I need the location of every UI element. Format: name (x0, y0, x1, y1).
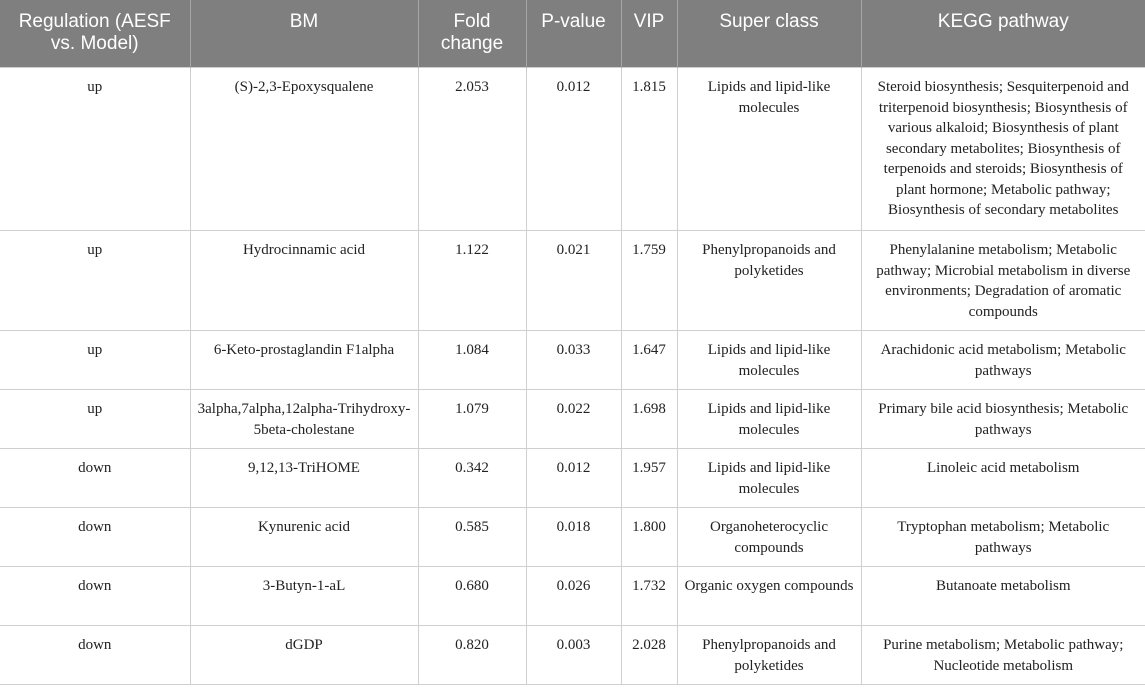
cell-bm: 6-Keto-prostaglandin F1alpha (190, 331, 418, 390)
table-row (0, 231, 1145, 331)
cell-vip: 1.647 (621, 331, 677, 390)
cell-regulation: down (0, 626, 190, 685)
table-header (0, 0, 1145, 68)
cell-fold-change: 0.585 (418, 508, 526, 567)
table-row (0, 68, 1145, 231)
cell-kegg-pathway: Butanoate metabolism (861, 567, 1145, 626)
table-row (0, 567, 1145, 626)
cell-regulation: down (0, 508, 190, 567)
cell-fold-change: 1.079 (418, 390, 526, 449)
cell-vip: 1.957 (621, 449, 677, 508)
cell-super-class: Lipids and lipid-like molecules (677, 449, 861, 508)
cell-super-class: Phenylpropanoids and polyketides (677, 231, 861, 331)
cell-bm: Hydrocinnamic acid (190, 231, 418, 331)
cell-regulation: down (0, 567, 190, 626)
cell-fold-change: 0.680 (418, 567, 526, 626)
header-vip: VIP (621, 0, 677, 68)
cell-vip: 1.800 (621, 508, 677, 567)
cell-p-value: 0.003 (526, 626, 621, 685)
header-bm: BM (190, 0, 418, 68)
cell-bm: 3-Butyn-1-aL (190, 567, 418, 626)
cell-regulation: up (0, 68, 190, 231)
table-row (0, 449, 1145, 508)
header-fold-change: Fold change (418, 0, 526, 68)
cell-p-value: 0.018 (526, 508, 621, 567)
cell-kegg-pathway: Arachidonic acid metabolism; Metabolic pathways (861, 331, 1145, 390)
header-super-class: Super class (677, 0, 861, 68)
cell-vip: 2.028 (621, 626, 677, 685)
cell-p-value: 0.012 (526, 449, 621, 508)
cell-fold-change: 0.342 (418, 449, 526, 508)
cell-fold-change: 2.053 (418, 68, 526, 231)
cell-p-value: 0.012 (526, 68, 621, 231)
cell-p-value: 0.026 (526, 567, 621, 626)
cell-kegg-pathway: Tryptophan metabolism; Metabolic pathways (861, 508, 1145, 567)
cell-super-class: Organoheterocyclic compounds (677, 508, 861, 567)
cell-bm: dGDP (190, 626, 418, 685)
table-body (0, 68, 1145, 685)
table-row (0, 508, 1145, 567)
cell-regulation: up (0, 390, 190, 449)
cell-kegg-pathway: Primary bile acid biosynthesis; Metabolic pathways (861, 390, 1145, 449)
cell-fold-change: 1.122 (418, 231, 526, 331)
cell-super-class: Lipids and lipid-like molecules (677, 390, 861, 449)
cell-kegg-pathway: Purine metabolism; Metabolic pathway; Nucleotide metabolism (861, 626, 1145, 685)
cell-p-value: 0.021 (526, 231, 621, 331)
cell-bm: 9,12,13-TriHOME (190, 449, 418, 508)
cell-super-class: Organic oxygen compounds (677, 567, 861, 626)
header-p-value: P-value (526, 0, 621, 68)
cell-p-value: 0.022 (526, 390, 621, 449)
table-row (0, 390, 1145, 449)
cell-regulation: down (0, 449, 190, 508)
cell-fold-change: 1.084 (418, 331, 526, 390)
table-row (0, 331, 1145, 390)
header-regulation: Regulation (AESF vs. Model) (0, 0, 190, 68)
cell-p-value: 0.033 (526, 331, 621, 390)
cell-vip: 1.759 (621, 231, 677, 331)
cell-super-class: Lipids and lipid-like molecules (677, 331, 861, 390)
header-row (0, 0, 1145, 68)
cell-kegg-pathway: Linoleic acid metabolism (861, 449, 1145, 508)
cell-vip: 1.698 (621, 390, 677, 449)
cell-bm: 3alpha,7alpha,12alpha-Trihydroxy-5beta-cholestane (190, 390, 418, 449)
cell-bm: Kynurenic acid (190, 508, 418, 567)
header-kegg-pathway: KEGG pathway (861, 0, 1145, 68)
cell-super-class: Lipids and lipid-like molecules (677, 68, 861, 231)
cell-vip: 1.732 (621, 567, 677, 626)
cell-vip: 1.815 (621, 68, 677, 231)
cell-fold-change: 0.820 (418, 626, 526, 685)
cell-super-class: Phenylpropanoids and polyketides (677, 626, 861, 685)
table-row (0, 626, 1145, 685)
cell-kegg-pathway: Phenylalanine metabolism; Metabolic pathway; Microbial metabolism in diverse environments; Degradation of aromatic compounds (861, 231, 1145, 331)
cell-kegg-pathway: Steroid biosynthesis; Sesquiterpenoid and triterpenoid biosynthesis; Biosynthesis of various alkaloid; Biosynthesis of plant secondary metabolites; Biosynthesis of terpenoids and steroids; Biosynthesis of plant hormone; Metabolic pathway; Biosynthesis of secondary metabolites (861, 68, 1145, 231)
cell-bm: (S)-2,3-Epoxysqualene (190, 68, 418, 231)
cell-regulation: up (0, 331, 190, 390)
cell-regulation: up (0, 231, 190, 331)
